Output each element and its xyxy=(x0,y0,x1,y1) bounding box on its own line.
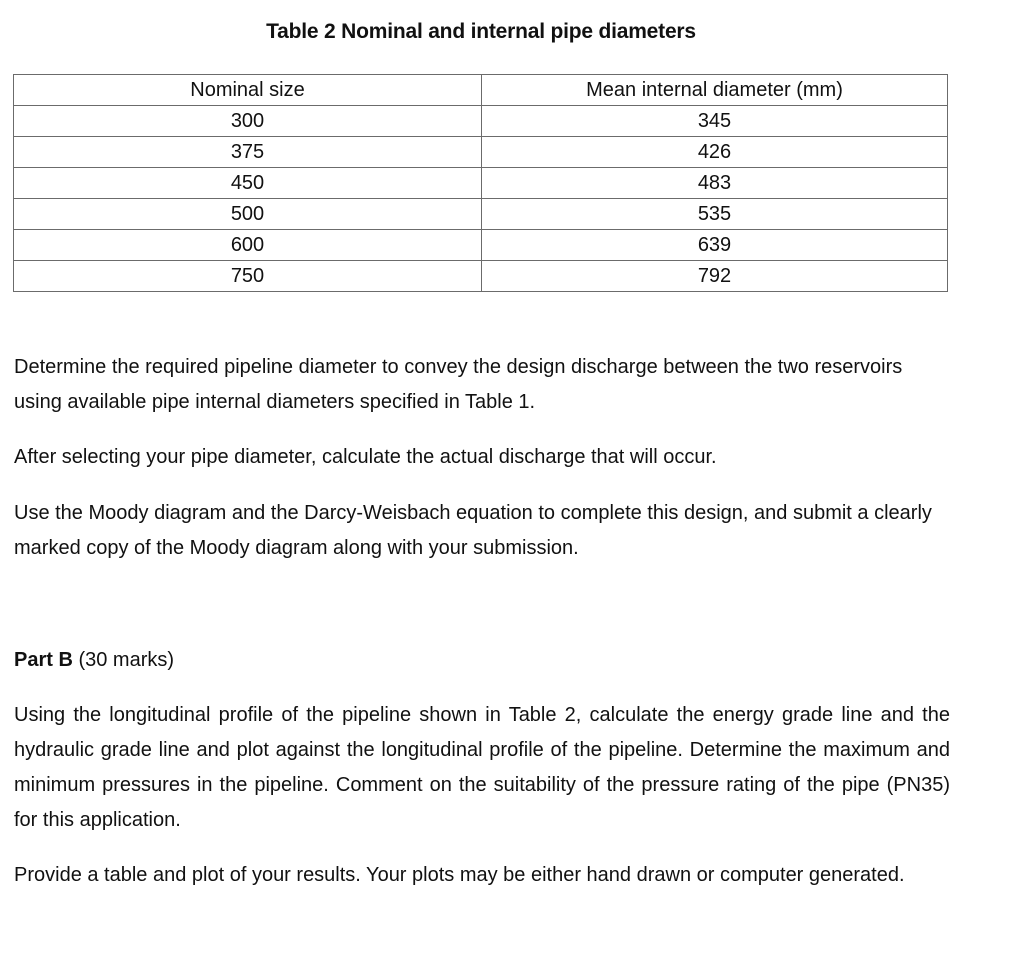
table-row xyxy=(14,230,948,261)
internal-diameter-cell: 426 xyxy=(482,137,948,168)
nominal-size-cell: 600 xyxy=(14,230,482,261)
part-b-label: Part B xyxy=(14,649,73,671)
header-mean-internal-diameter: Mean internal diameter (mm) xyxy=(482,75,948,106)
nominal-size-cell: 375 xyxy=(14,137,482,168)
internal-diameter-cell: 483 xyxy=(482,168,948,199)
part-b-heading xyxy=(14,645,174,675)
table-row xyxy=(14,106,948,137)
paragraph-part-b-results: Provide a table and plot of your results. Your plots may be either hand drawn or computer generated. xyxy=(14,864,905,886)
table-header-row xyxy=(14,75,948,106)
table-row xyxy=(14,261,948,292)
table-row xyxy=(14,199,948,230)
internal-diameter-cell: 639 xyxy=(482,230,948,261)
paragraph-determine-diameter: Determine the required pipeline diameter to convey the design discharge between the two reservoirs using available pipe internal diameters specified in Table 1. xyxy=(14,356,903,413)
internal-diameter-cell: 792 xyxy=(482,261,948,292)
internal-diameter-cell: 535 xyxy=(482,199,948,230)
nominal-size-cell: 750 xyxy=(14,261,482,292)
table-row xyxy=(14,168,948,199)
paragraph-actual-discharge: After selecting your pipe diameter, calculate the actual discharge that will occur. xyxy=(14,446,717,468)
paragraph-part-b-instructions: Using the longitudinal profile of the pipeline shown in Table 2, calculate the energy grade line and the hydraulic grade line and plot against the longitudinal profile of the pipeline. Determine the maximum and minimum pressures in the pipeline. Comment on the suitability of the pressure rating of the pipe (PN35) for this application. xyxy=(14,704,950,831)
internal-diameter-cell: 345 xyxy=(482,106,948,137)
nominal-size-cell: 300 xyxy=(14,106,482,137)
table-title: Table 2 Nominal and internal pipe diameters xyxy=(266,20,696,43)
pipe-diameter-table xyxy=(13,74,948,292)
header-nominal-size: Nominal size xyxy=(14,75,482,106)
part-b-marks: (30 marks) xyxy=(72,649,175,671)
nominal-size-cell: 450 xyxy=(14,168,482,199)
table-row xyxy=(14,137,948,168)
nominal-size-cell: 500 xyxy=(14,199,482,230)
paragraph-moody-diagram: Use the Moody diagram and the Darcy-Weisbach equation to complete this design, and submit a clearly marked copy of the Moody diagram along with your submission. xyxy=(14,502,932,559)
